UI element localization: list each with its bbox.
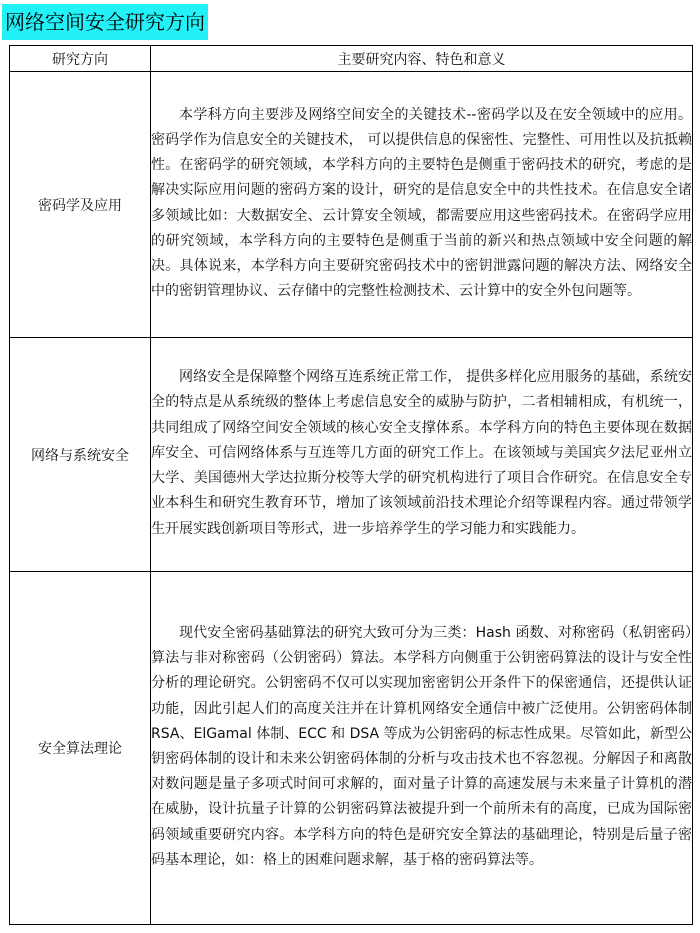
direction-cell: 安全算法理论	[10, 572, 151, 925]
direction-cell: 网络与系统安全	[10, 338, 151, 572]
header-main-content: 主要研究内容、特色和意义	[151, 46, 693, 72]
content-cell	[151, 572, 693, 925]
content-paragraph: 本学科方向主要涉及网络空间安全的关键技术--密码学以及在安全领域中的应用。密码学作为信息安全的关键技术， 可以提供信息的保密性、完整性、可用性以及抗抵赖性。在密码学的研究领域，本学科方向的主要特色是侧重于密码技术的研究，考虑的是解决实际应用问题的密码方案的设计，研究的是信息安全中的共性技术。在信息安全诸多领域比如：大数据安全、云计算安全领域，都需要应用这些密码技术。在密码学应用的研究领域，本学科方向的主要特色是侧重于当前的新兴和热点领域中安全问题的解决。具体说来，本学科方向主要研究密码技术中的密钥泄露问题的解决方法、网络安全中的密钥管理协议、云存储中的完整性检测技术、云计算中的安全外包问题等。	[151, 106, 692, 300]
header-research-direction: 研究方向	[10, 46, 151, 72]
table-header-row	[10, 46, 693, 72]
research-directions-table	[9, 45, 693, 925]
page-title: 网络空间安全研究方向	[2, 4, 208, 40]
content-paragraph: 网络安全是保障整个网络互连系统正常工作， 提供多样化应用服务的基础，系统安全的特点是从系统级的整体上考虑信息安全的威胁与防护，二者相辅相成，有机统一，共同组成了网络空间安全领域的核心安全支撑体系。本学科方向的特色主要体现在数据库安全、可信网络体系与互连等几方面的研究工作上。在该领域与美国宾夕法尼亚州立大学、美国德州大学达拉斯分校等大学的研究机构进行了项目合作研究。在信息安全专业本科生和研究生教育环节，增加了该领域前沿技术理论介绍等课程内容。通过带领学生开展实践创新项目等形式，进一步培养学生的学习能力和实践能力。	[151, 369, 692, 537]
content-paragraph: 现代安全密码基础算法的研究大致可分为三类：Hash 函数、对称密码（私钥密码）算法与非对称密码（公钥密码）算法。本学科方向侧重于公钥密码算法的设计与安全性分析的理论研究。公钥密码不仅可以实现加密密钥公开条件下的保密通信，还提供认证功能，因此引起人们的高度关注并在计算机网络安全通信中被广泛使用。公钥密码体制 RSA、ElGamal 体制、ECC 和 DSA 等成为公钥密码的标志性成果。尽管如此，新型公钥密码体制的设计和未来公钥密码体制的分析与攻击技术也不容忽视。分解因子和离散对数问题是量子多项式时间可求解的，面对量子计算的高速发展与未来量子计算机的潜在威胁，设计抗量子计算的公钥密码算法被提升到一个前所未有的高度，已成为国际密码领域重要研究内容。本学科方向的特色是研究安全算法的基础理论，特别是后量子密码基本理论，如：格上的困难问题求解，基于格的密码算法等。	[151, 624, 692, 868]
content-cell	[151, 338, 693, 572]
content-cell	[151, 72, 693, 338]
direction-cell: 密码学及应用	[10, 72, 151, 338]
table-row	[10, 338, 693, 572]
table-row	[10, 572, 693, 925]
table-row	[10, 72, 693, 338]
